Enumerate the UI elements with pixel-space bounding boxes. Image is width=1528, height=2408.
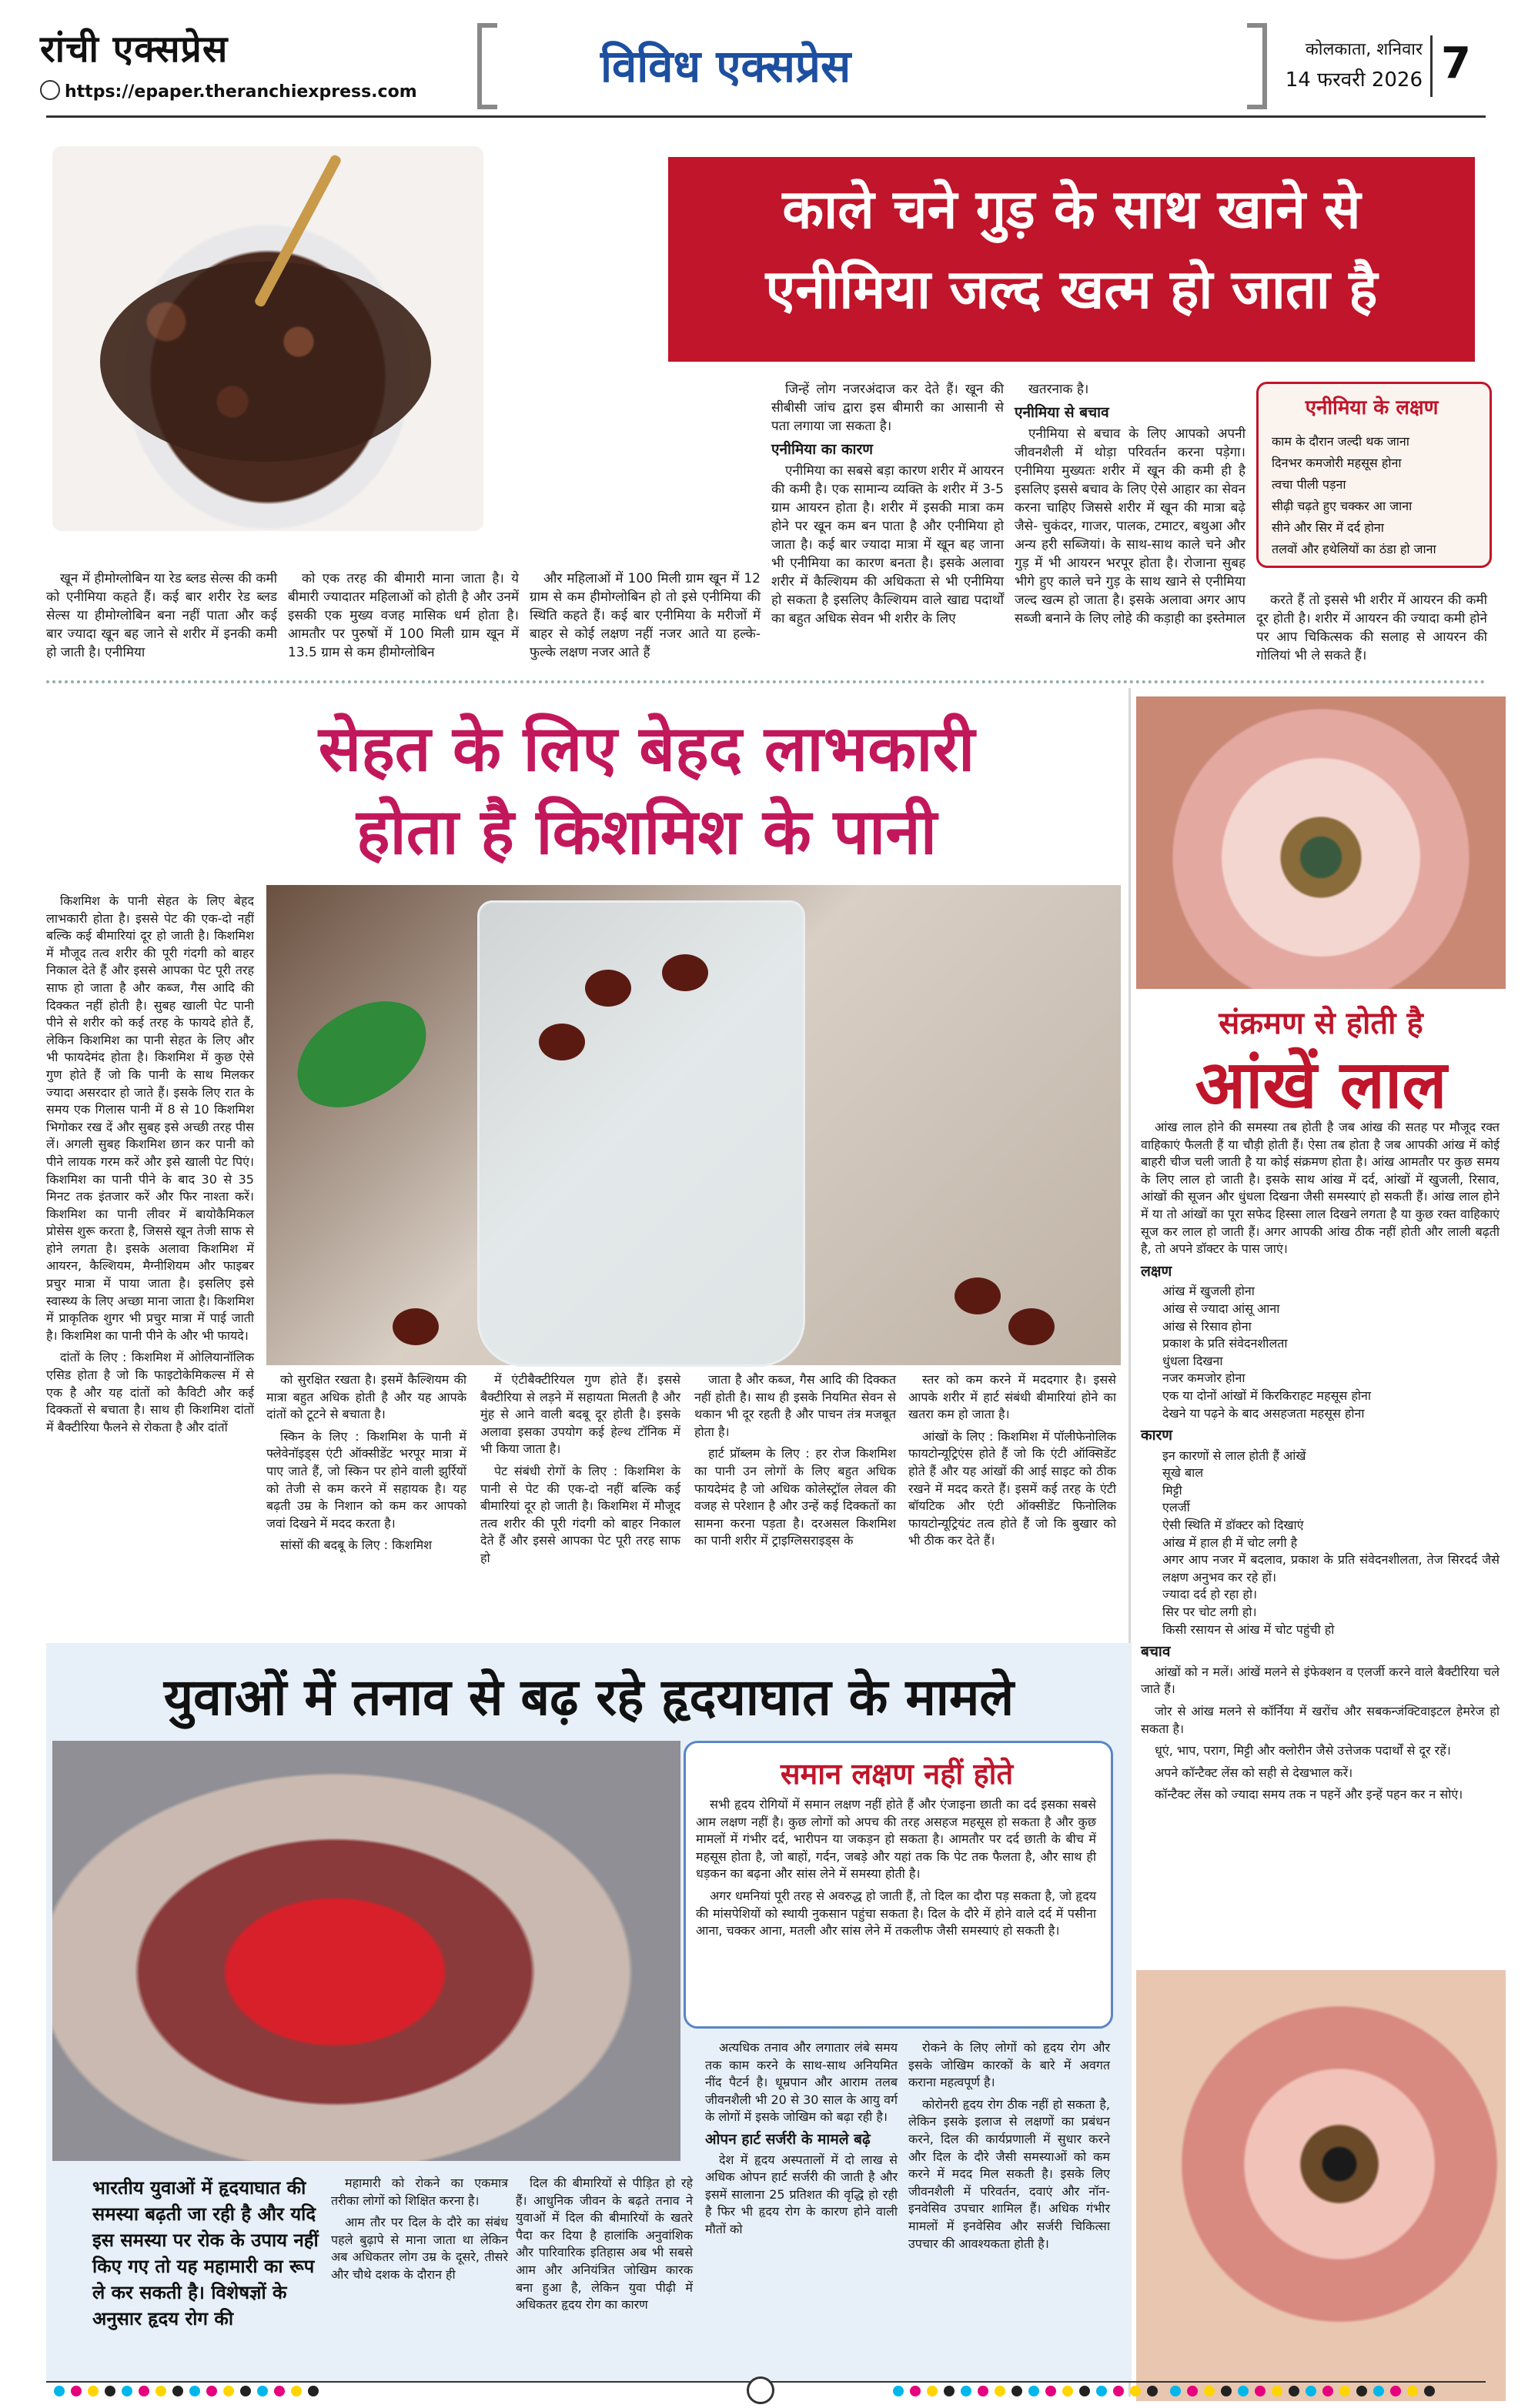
color-dot [172,2386,183,2396]
anemia-symptom-item: सीने और सिर में दर्द होना [1272,520,1384,535]
raisin-shape [585,970,631,1007]
eye-prevention-paragraph: कॉन्टैक्ट लेंस को ज्यादा समय तक न पहनें और इन्हें पहन कर न सोएं। [1155,1787,1463,1802]
section-divider-1 [46,680,1486,683]
heart-col4 [705,2039,898,2243]
color-dot [1424,2386,1435,2396]
eye-prevention-heading: बचाव [1141,1643,1171,1661]
color-dot [1322,2386,1333,2396]
color-dot [1028,2386,1039,2396]
anemia-col1-text: खून में हीमोग्लोबिन या रेड ब्लड सेल्स की कमी को एनीमिया कहते हैं। कई बार शरीर रेड ब्लड सेल्स या हीमोग्लोबिन बना नहीं पाता और कई बार ज्यादा खून बह जाने से शरीर में इनकी कमी हो जाती है। एनीमिया [46,571,277,660]
color-dot [189,2386,200,2396]
color-dot [1373,2386,1384,2396]
anemia-col5-body: एनीमिया से बचाव के लिए आपको अपनी जीवनशैली में थोड़ा परिवर्तन करना पड़ेगा। एनीमिया मुख्यतः शरीर में खून की कमी ही है इसलिए इससे बचाव के लिए ऐसे आहार का सेवन करना चाहिए जिससे शरीर में खून की मात्रा बढ़े जैसे- चुकंदर, गाजर, पालक, टमाटर, बथुआ और अन्य हरी सब्जियां। के साथ-साथ काले चने और गुड़ में भी आयरन भरपूर होता है। रोजाना सुबह भीगे हुए काले चने गुड़ के साथ खाने से एनीमिया जल्द खत्म हो जाता है। इसके अलावा अगर आप सब्जी बनाने के लिए लोहे की कड़ाही का इस्तेमाल [1015,426,1245,626]
color-dot [910,2386,921,2396]
color-dot [240,2386,251,2396]
color-dot [1113,2386,1124,2396]
eye-pre-title: संक्रमण से होती है [1219,1006,1423,1041]
dateline-date: 14 फरवरी 2026 [1285,68,1423,92]
chest-pain-image [52,1741,680,2161]
heart-headline: युवाओं में तनाव से बढ़ रहे हृदयाघात के मामले [163,1668,1015,1727]
heart-col3 [516,2175,693,2319]
anemia-col2 [288,569,519,666]
color-dot [961,2386,971,2396]
raisin-paragraph: स्किन के लिए : किशमिश के पानी में फ्लेवेनॉइड्स एंटी ऑक्सीडेंट भरपूर मात्रा में पाए जाते हैं, जो स्किन पर होने वाली झुर्रियों को तेजी से कम करने में सहायक है। यह बढ़ती उम्र के निशान को कम कर आपको जवां दिखने में मदद करता है। [266,1428,466,1531]
color-dot [944,2386,955,2396]
color-dot [1238,2386,1249,2396]
section-title: विविध एक्सप्रेस [600,40,851,92]
heart-intro-paragraph: अगर धमनियां पूरी तरह से अवरुद्ध हो जाती हैं, तो दिल का दौरा पड़ सकता है, जो हृदय की मांसपेशियों को स्थायी नुकसान पहुंचा सकता है। दिल के दौरे में होने वाले दर्द में पसीना आना, चक्कर आना, मतली और सांस लेने में तकलीफ जैसी समस्याएं हो सकती है। [696,1888,1096,1939]
anemia-col4-body: एनीमिया का सबसे बड़ा कारण शरीर में आयरन की कमी है। एक सामान्य व्यक्ति के शरीर में 3-5 ग्राम आयरन होता है। शरीर में इसकी मात्रा कम होने पर खून कम बन पाता है और एनीमिया हो जाता है। कई बार ज्यादा मात्रा में खून बह जाना भी एनीमिया का कारण बनता है। इसके अलावा शरीर में कैल्शियम की अधिकता से भी एनीमिया हो सकता है इसलिए कैल्शियम वाले खाद्य पदार्थों का बहुत अधिक सेवन भी शरीर के लिए [771,463,1004,626]
eye-causes-heading: कारण [1141,1427,1173,1444]
eye-cause-item: ज्यादा दर्द हो रहा हो। [1162,1587,1258,1602]
raisin-shape [1008,1308,1055,1345]
masthead-rule [46,115,1486,118]
page-number-divider [1430,35,1433,97]
color-dot [71,2386,82,2396]
color-dot [1272,2386,1282,2396]
anemia-symptoms-title: एनीमिया के लक्षण [1305,396,1439,419]
color-dot [1255,2386,1266,2396]
raisin-paragraph: स्तर को कम करने में मददगार है। इससे आपके शरीर में हार्ट संबंधी बीमारियां होने का खतरा कम हो जाता है। [908,1372,1116,1422]
anemia-symptom-item: तलवों और हथेलियों का ठंडा हो जाना [1272,542,1436,556]
raisin-paragraph: सांसों की बदबू के लिए : किशमिश [280,1538,433,1553]
open-heart-heading: ओपन हार्ट सर्जरी के मामले बढ़े [705,2130,871,2148]
color-dot [1289,2386,1299,2396]
bracket-right-decoration [1247,23,1267,109]
eye-intro: आंख लाल होने की समस्या तब होती है जब आंख की सतह पर मौजूद रक्त वाहिकाएं फैलती हैं या चौड़ी होती हैं। ऐसा तब होता है जब आपकी आंख में कोई बाहरी चीज चली जाती है या कोई संक्रमण होता है। आंख आमतौर पर कुछ समय के लिए लाल हो जाती है। इसके साथ आंख में दर्द, आंखों में खुजली, रिसाव, आंखों की सूजन और धुंधला दिखना जैसी समस्याएं हो सकती हैं। आंख लाल होने में या तो आंखों का पूरा सफेद हिस्सा लाल दिखने लगता है या कुछ रक्त वाहिकाएं सूज कर लाल हो जाती हैं। अगर आपकी आंख ठीक नहीं होती और लाली बढ़ती है, तो अपने डॉक्टर के पास जाएं। [1141,1120,1500,1257]
anemia-col4-top: जिन्हें लोग नजरअंदाज कर देते हैं। खून की सीबीसी जांच द्वारा इस बीमारी का आसानी से पता लगाया जा सकता है। [771,382,1004,434]
anemia-col5 [1015,380,1245,633]
anemia-col6 [1256,591,1487,670]
epaper-url[interactable] [40,80,417,102]
anemia-symptom-item: सीढ़ी चढ़ते हुए चक्कर आ जाना [1272,499,1413,513]
anemia-headline-line2: एनीमिया जल्द खत्म हो जाता है [765,258,1378,321]
raisin-shape [662,954,708,991]
eye-prevention-paragraph: धूएं, भाप, पराग, मिट्टी और क्लोरीन जैसे उत्तेजक पदार्थों से दूर रहें। [1155,1743,1451,1758]
raisin-shape [539,1024,585,1060]
raisin-paragraph: पेट संबंधी रोगों के लिए : किशमिश के पानी से पेट की एक-दो नहीं बल्कि कई बीमारियां दूर हो जाती है। किशमिश में मौजूद तत्व शरीर की पूरी गंदगी को बाहर निकाल देते हैं और इससे आपका पेट पूरी तरह साफ हो [480,1463,680,1565]
color-dot [139,2386,149,2396]
brand-logo: रांची एक्सप्रेस [40,28,229,71]
eye-body [1141,1119,1500,1809]
anemia-prevention-heading: एनीमिया से बचाव [1015,404,1109,421]
color-dot [1045,2386,1056,2396]
anemia-symptoms-list [1272,431,1480,560]
raisin-col3 [480,1371,680,1572]
heart-pull-text: भारतीय युवाओं में हृदयाघात की समस्या बढ़ती जा रही है और यदि इस समस्या पर रोक के उपाय नहीं किए गए तो यह महामारी का रूप ले कर सकती है। विशेषज्ञों के अनुसार हृदय रोग की [92,2177,319,2330]
raisin-paragraph: किशमिश के पानी सेहत के लिए बेहद लाभकारी होता है। इससे पेट की एक-दो नहीं बल्कि कई बीमारियां दूर हो जाती है। किशमिश में मौजूद तत्व शरीर की पूरी गंदगी को बाहर निकाल देते हैं और इससे आपका पेट पूरी तरह साफ हो जाता है और कब्ज, गैस आदि की दिक्कत नहीं होती है। सुबह खाली पेट पानी पीने से शरीर को कई तरह के फायदे होते हैं, लेकिन किशमिश का पानी सेहत के लिए और भी फायदेमंद होता है। किशमिश में कुछ ऐसे गुण होते हैं जो कि पानी के साथ मिलकर ज्यादा असरदार हो जाते हैं। इसके लिए रात के समय एक गिलास पानी में 8 से 10 किशमिश भिगोकर रख दें और सुबह इसे अच्छी तरह पीस लें। अगली सुबह किशमिश छान कर पानी को पीने लायक गरम करें और इसे खाली पेट पिएं। किशमिश का पानी पीने के बाद 30 से 35 मिनट तक इंतजार करें और फिर नाश्ता करें। किशमिश का पानी लीवर में बायोकैमिकल प्रोसेस शुरू करता है, जिससे खून तेजी साफ से होने लगता है। इसके अलावा किशमिश में आयरन, कैल्शियम, मैग्नीशियम और फाइबर प्रचुर मात्रा में पाया जाता है। इसलिए इसे स्वास्थ्य के लिए अच्छा माना जाता है। किशमिश में प्राकृतिक शुगर भी प्रचुर मात्रा में पाई जाती है। किशमिश का पानी पीने के और भी फायदे। [46,893,254,1343]
color-dot [1187,2386,1198,2396]
color-dot [893,2386,904,2396]
raisin-paragraph: जाता है और कब्ज, गैस आदि की दिक्कत नहीं होती है। साथ ही इसके नियमित सेवन से थकान भी दूर रहती है और पाचन तंत्र मजबूत होता है। [694,1372,896,1439]
color-dot [1339,2386,1350,2396]
raisin-headline-line2: होता है किशमिश के पानी [356,796,938,869]
heart-paragraph: रोकने के लिए लोगों को हृदय रोग और इसके जोखिम कारकों के बारे में अवगत कराना महत्वपूर्ण है। [908,2040,1110,2090]
color-dot [1062,2386,1073,2396]
eye-cause-item: अगर आप नजर में बदलाव, प्रकाश के प्रति संवेदनशीलता, तेज सिरदर्द जैसे लक्षण अनुभव कर रहे हों। [1162,1552,1500,1585]
eye-cause-item: किसी रसायन से आंख में चोट पहुंची हो [1162,1621,1335,1637]
color-dot [291,2386,302,2396]
masthead [0,0,1528,123]
color-dot [1390,2386,1401,2396]
epaper-url-text[interactable]: https://epaper.theranchiexpress.com [65,82,417,102]
eye-prevention-paragraph: जोर से आंख मलने से कॉर्निया में खरोंच और सबकन्जंक्टिवाइटल हेमरेज हो सकता है। [1141,1704,1500,1736]
bracket-left-decoration [477,23,497,109]
eye-symptom-item: देखने या पढ़ने के बाद असहजता महसूस होना [1162,1405,1365,1421]
eye-prevention-paragraph: आंखों को न मलें। आंखें मलने से इंफेक्शन व एलर्जी करने वाले बैक्टीरिया चले जाते हैं। [1141,1664,1500,1697]
anemia-col4 [771,380,1004,633]
color-dot [206,2386,217,2396]
color-dot [1130,2386,1141,2396]
eye-prevention-text [1141,1664,1500,1804]
color-dot [1096,2386,1107,2396]
anemia-col3 [530,569,761,666]
color-dot [308,2386,319,2396]
anemia-symptom-item: त्वचा पीली पड़ना [1272,477,1346,492]
anemia-cause-heading: एनीमिया का कारण [771,441,873,458]
water-glass-shape [477,900,805,1367]
anemia-headline-line1: काले चने गुड़ के साथ खाने से [782,178,1361,241]
anemia-symptom-item: दिनभर कमजोरी महसूस होना [1272,456,1402,470]
eye-cause-item: एलर्जी [1162,1500,1190,1515]
eye-symptom-item: प्रकाश के प्रति संवेदनशीलता [1162,1336,1288,1351]
heart-col2 [331,2175,508,2289]
eye-symptom-item: आंख से रिसाव होना [1162,1318,1252,1334]
eye-prevention-paragraph: अपने कॉन्टैक्ट लेंस को सही से देखभाल करें। [1155,1765,1353,1780]
raisin-paragraph: को सुरक्षित रखता है। इसमें कैल्शियम की मात्रा बहुत अधिक होती है और यह आपके दांतों को टूटने से बचाता है। [266,1372,466,1422]
anemia-col6-text: करते हैं तो इससे भी शरीर में आयरन की कमी दूर होती है। शरीर में आयरन की ज्यादा कमी होने पर आप चिकित्सक की सलाह से आयरन की गोलियां भी ले सकते हैं। [1256,593,1487,663]
raisin-shape [393,1308,439,1345]
color-dot [105,2386,115,2396]
raisin-paragraph: में एंटीबैक्टीरियल गुण होते हैं। इससे बैक्टीरिया से लड़ने में सहायता मिलती है और मुंह से आने वाली बदबू दूर होती है। इसके अलावा इसका उपयोग कई हेल्थ टॉनिक में भी किया जाता है। [480,1372,680,1457]
heart-col4-top: अत्यधिक तनाव और लगातार लंबे समय तक काम करने के साथ-साथ अनियमित नींद पैटर्न है। धूम्रपान और आराम तलब जीवनशैली भी 20 से 30 साल के आयु वर्ग के लोगों में इसके जोखिम को बढ़ा रही है। [705,2040,898,2125]
anemia-col2-text: को एक तरह की बीमारी माना जाता है। ये बीमारी ज्यादातर महिलाओं को होती है और उनमें इसकी एक मुख्य वजह मासिक धर्म होता है। आमतौर पर पुरुषों में 100 मिली ग्राम खून में 13.5 ग्राम से कम हीमोग्लोबिन [288,571,519,660]
eye-symptom-item: आंख में खुजली होना [1162,1284,1255,1299]
heart-paragraph: महामारी को रोकने का एकमात्र तरीका लोगों को शिक्षित करना है। [331,2176,508,2208]
eye-cause-item: इन कारणों से लाल होती हैं आंखें [1162,1448,1306,1463]
eye-title: आंखें लाल [1195,1047,1447,1124]
anemia-col3-text: और महिलाओं में 100 मिली ग्राम खून में 12 ग्राम से कम हीमोग्लोबिन हो तो इसे एनीमिया की स्थिति कहते हैं। कई बार एनीमिया के मरीजों में बाहर से कोई लक्षण नहीं नजर आते या हल्के-फुल्के लक्षण नजर आते हैं [530,571,761,660]
eye-symptoms-heading: लक्षण [1141,1262,1172,1280]
color-dot [995,2386,1005,2396]
eye-causes-list [1141,1448,1500,1639]
eye-cause-item: आंख में हाल ही में चोट लगी है [1162,1535,1298,1550]
eye-cause-item: सिर पर चोट लगी हो। [1162,1605,1257,1620]
eye-symptom-item: एक या दोनों आंखों में किरकिराहट महसूस होना [1162,1388,1371,1403]
globe-icon [40,80,60,100]
color-dot [223,2386,234,2396]
color-dot [1221,2386,1232,2396]
color-dot [1079,2386,1090,2396]
color-dot [1306,2386,1316,2396]
anemia-col5-top: खतरनाक है। [1028,382,1089,397]
color-dot [1170,2386,1181,2396]
heart-paragraph: आम तौर पर दिल के दौरे का संबंध पहले बुढ़ापे से माना जाता था लेकिन अब अधिकतर लोग उम्र के दूसरे, तीसरे और चौथे दशक के दौरान ही [331,2215,508,2282]
anemia-symptom-item: काम के दौरान जल्दी थक जाना [1272,434,1409,449]
color-dot [978,2386,988,2396]
color-dot [1356,2386,1367,2396]
eye-cause-item: सूखे बाल [1162,1465,1204,1481]
raisin-paragraph: आंखों के लिए : किशमिश में पॉलीफेनोलिक फायटोन्यूट्रिएंस होते हैं जो कि एंटी ऑक्सिडेंट होते हैं और यह आंखों की आई साइट को ठीक रखने में मदद करते हैं। इसमें कई तरह के एंटी बॉयटिक और एंटी ऑक्सीडेंट फिनोलिक फायटोन्यूट्रियंट तत्व होते हैं जो कि बुखार को भी ठीक कर देते हैं। [908,1428,1116,1548]
registration-mark-icon [747,2376,774,2404]
heart-col5 [908,2039,1110,2257]
heart-symptoms-title: समान लक्षण नहीं होते [780,1757,1014,1791]
anemia-headline [668,169,1475,329]
eye-symptom-item: आंख से ज्यादा आंसू आना [1162,1301,1280,1316]
heart-col4-body: देश में हृदय अस्पतालों में दो लाख से अधिक ओपन हार्ट सर्जरी की जाती है और इसमें सालाना 25 प्रतिशत की वृद्धि हो रही है फिर भी हृदय रोग के कारण होने वाली मौतों को [705,2152,898,2236]
red-eye-image [1136,696,1506,989]
raisin-headline-line1: सेहत के लिए बेहद लाभकारी [318,713,975,786]
color-dot [155,2386,166,2396]
eye-symptoms-list [1141,1283,1500,1422]
color-dot [274,2386,285,2396]
raisin-paragraph: दांतों के लिए : किशमिश में ओलियानॉलिक एसिड होता है जो कि फाइटोकेमिकल्स में से एक है और यह दांतों को कैविटी और कई दिक्कतों से बचाता है। साथ ही किशमिश दांतों में बैक्टीरिया फैलने से रोकता है और दांतों [46,1350,254,1434]
raisin-headline [162,708,1132,874]
raisin-left-col [46,893,254,1441]
dateline-city-day: कोलकाता, शनिवार [1305,40,1423,59]
color-dot [1147,2386,1158,2396]
color-dot [927,2386,938,2396]
color-dot [1204,2386,1215,2396]
heart-intro [696,1796,1096,1945]
color-dot [88,2386,99,2396]
page-number: 7 [1441,38,1471,89]
raisin-col5 [908,1371,1116,1555]
raisin-col2 [266,1371,466,1559]
eye-symptom-item: नजर कमजोर होना [1162,1371,1245,1386]
anemia-col1 [46,569,277,666]
eye-symptom-item: धुंधला दिखना [1162,1353,1223,1368]
color-dot [122,2386,132,2396]
irritated-eye-image [1136,1970,1506,2401]
heart-intro-paragraph: सभी हृदय रोगियों में समान लक्षण नहीं होते हैं और एंजाइना छाती का दर्द इसका सबसे आम लक्षण नहीं है। कुछ लोगों को अपच की तरह असहज महसूस हो सकता है और कुछ मामलों में गंभीर दर्द, भारीपन या जकड़न हो सकता है। आमतौर पर दर्द छाती के बीच में महसूस होता है, जो बाहों, गर्दन, जबड़े और यहां तक कि पेट तक फैलता है, और साथ ही धड़कन का बढ़ना और सांस लेने में समस्या होती है। [696,1797,1096,1882]
heart-paragraph: कोरोनरी हृदय रोग ठीक नहीं हो सकता है, लेकिन इसके इलाज से लक्षणों का प्रबंधन करने, दिल की कार्यप्रणाली में सुधार करने और दिल के दौरे जैसी समस्याओं को कम करने में मदद मिल सकती है। इसके लिए जीवनशैली में परिवर्तन, दवाएं और नॉन-इनवेसिव उपचार शामिल हैं। अधिक गंभीर मामलों में इनवेसिव और सर्जरी चिकित्सा उपचार की आवश्यकता होती है। [908,2096,1110,2251]
color-dot [1407,2386,1418,2396]
raisin-shape [955,1277,1001,1314]
raisin-paragraph: हार्ट प्रॉब्लम के लिए : हर रोज किशमिश का पानी उन लोगों के लिए बहुत अधिक फायदेमंद है जो अधिक कोलेस्ट्रॉल लेवल की वजह से परेशान है और उन्हें कई दिक्कतों का सामना करना पड़ता है। दरअसल किशमिश का पानी शरीर में ट्राइग्लिसराइड्स के [694,1446,896,1548]
eye-cause-item: मिट्टी [1162,1482,1182,1498]
color-dot [257,2386,268,2396]
color-dot [1011,2386,1022,2396]
heart-col3-text: दिल की बीमारियों से पीड़ित हो रहे हैं। आधुनिक जीवन के बढ़ते तनाव ने युवाओं में दिल की बीमारियों के खतरे पैदा कर दिया है हालांकि अनुवांशिक और पारिवारिक इतिहास अब भी सबसे आम और अनियंत्रित जोखिम कारक बना हुआ है, लेकिन युवा पीढ़ी में अधिकतर हृदय रोग का कारण [516,2176,693,2313]
color-dot [54,2386,65,2396]
raisin-col4 [694,1371,896,1555]
eye-cause-item: ऐसी स्थिति में डॉक्टर को दिखाएं [1162,1518,1304,1533]
